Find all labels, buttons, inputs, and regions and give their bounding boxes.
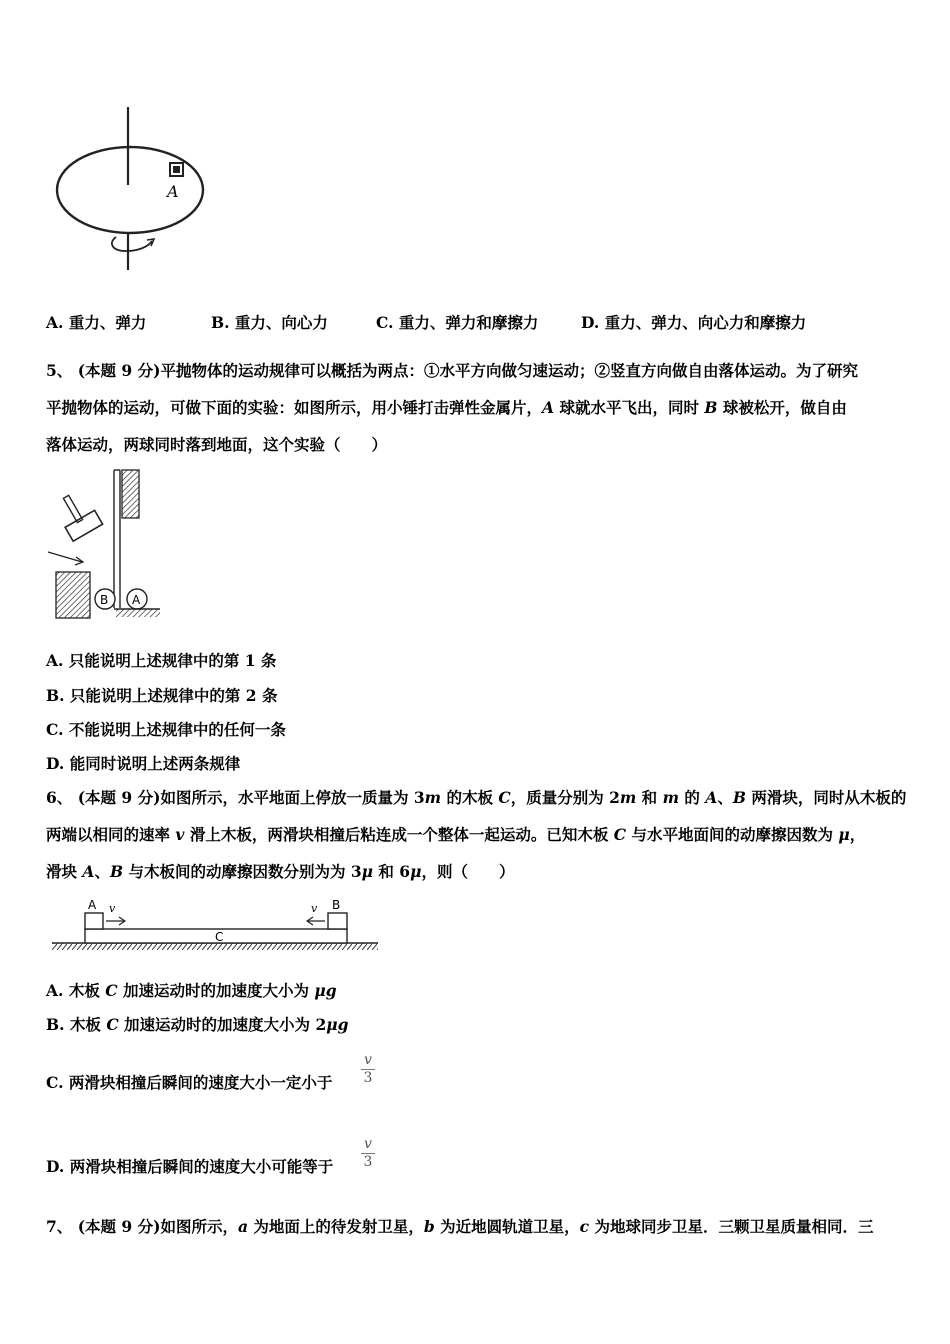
q7-stem-line-1: 7、 (本题 9 分)如图所示，a 为地面上的待发射卫星，b 为近地圆轨道卫星，c 为地球同步卫星．三颗卫星质量相同．三 — [46, 1217, 874, 1236]
q5-stem-line-1: 5、 (本题 9 分)平抛物体的运动规律可以概括为两点：①水平方向做匀速运动；②竖直方向做自由落体运动。为了研究 — [46, 361, 858, 380]
velocity-b-label: v — [311, 902, 318, 915]
q4-option-b[interactable]: B. 重力、向心力 — [211, 313, 328, 332]
q6-stem-line-1: 6、 (本题 9 分)如图所示，水平地面上停放一质量为 3m 的木板 C，质量分别为 2m 和 m 的 A、B 两滑块，同时从木板的 — [46, 788, 907, 807]
velocity-a-label: v — [109, 902, 116, 915]
block-label: A — [167, 182, 179, 201]
q5-option-d[interactable]: D. 能同时说明上述两条规律 — [46, 754, 241, 773]
block-b-label: B — [332, 898, 341, 912]
hammer-experiment-figure — [44, 468, 164, 620]
board-label: C — [215, 930, 224, 944]
q4-option-a[interactable]: A. 重力、弹力 — [46, 313, 147, 332]
block-a-label: A — [88, 898, 97, 912]
q4-option-c[interactable]: C. 重力、弹力和摩擦力 — [376, 313, 539, 332]
q5-option-a[interactable]: A. 只能说明上述规律中的第 1 条 — [46, 651, 277, 670]
fraction-v-over-3-c: v 3 — [361, 1053, 375, 1086]
q5-option-c[interactable]: C. 不能说明上述规律中的任何一条 — [46, 720, 286, 739]
q5-stem-line-2: 平抛物体的运动，可做下面的实验：如图所示，用小锤打击弹性金属片，A 球就水平飞出，同时 B 球被松开，做自由 — [46, 398, 847, 417]
q5-option-b[interactable]: B. 只能说明上述规律中的第 2 条 — [46, 686, 278, 705]
q6-stem-line-2: 两端以相同的速率 v 滑上木板，两滑块相撞后粘连成一个整体一起运动。已知木板 C 与水平地面间的动摩擦因数为 μ， — [46, 825, 866, 844]
q6-option-c[interactable]: C. 两滑块相撞后瞬间的速度大小一定小于 — [46, 1073, 333, 1092]
fraction-v-over-3-d: v 3 — [361, 1137, 375, 1170]
board-blocks-figure — [52, 896, 382, 956]
ball-a-label: A — [132, 593, 141, 607]
q6-option-a[interactable]: A. 木板 C 加速运动时的加速度大小为 μg — [46, 981, 337, 1000]
q4-option-d[interactable]: D. 重力、弹力、向心力和摩擦力 — [581, 313, 807, 332]
ball-b-label: B — [100, 593, 109, 607]
q6-option-b[interactable]: B. 木板 C 加速运动时的加速度大小为 2μg — [46, 1015, 349, 1034]
q6-option-d[interactable]: D. 两滑块相撞后瞬间的速度大小可能等于 — [46, 1157, 334, 1176]
rotating-disk-figure — [50, 105, 210, 275]
q5-stem-line-3: 落体运动，两球同时落到地面，这个实验（ ） — [46, 435, 388, 454]
q6-stem-line-3: 滑块 A、B 与木板间的动摩擦因数分别为为 3μ 和 6μ，则（ ） — [46, 862, 515, 881]
